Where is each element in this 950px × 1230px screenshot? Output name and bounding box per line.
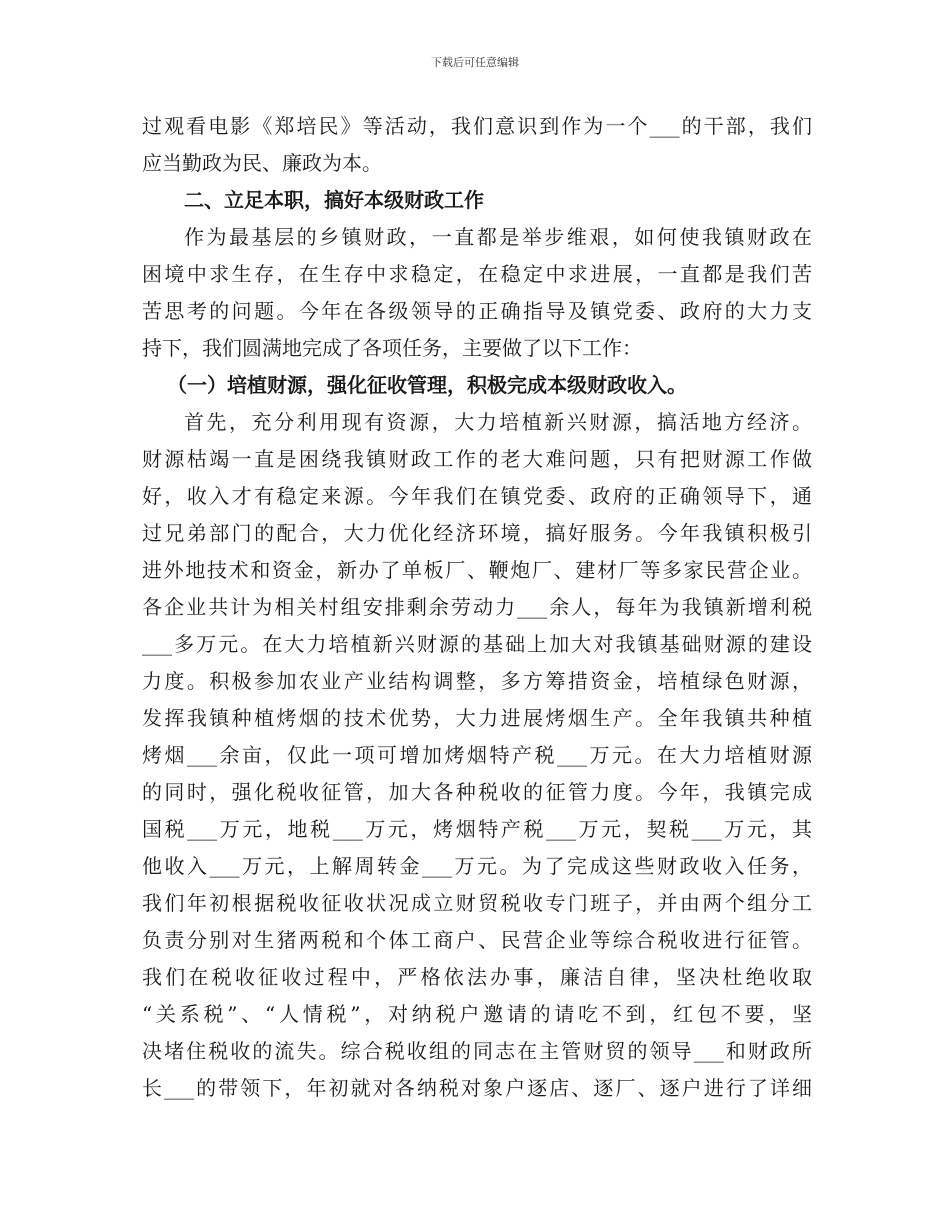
text-line: 首先，充分利用现有资源，大力培植新兴财源，搞活地方经济。 (184, 410, 812, 434)
page-header: 下载后可任意编辑 (431, 56, 519, 69)
text-line: “关系税”、“人情税”，对纳税户邀请的请吃不到，红包不要，坚 (142, 1002, 812, 1026)
text-line: 决堵住税收的流失。综合税收组的同志在主管财贸的领导___和财政所 (142, 1039, 812, 1063)
text-line: 作为最基层的乡镇财政，一直都是举步维艰，如何使我镇财政在 (184, 225, 812, 249)
text-line: 应当勤政为民、廉政为本。 (142, 151, 382, 175)
section-heading-line: 二、立足本职，搞好本级财政工作 (184, 188, 484, 212)
text-line: 过兄弟部门的配合，大力优化经济环境，搞好服务。今年我镇积极引 (142, 521, 812, 545)
text-line: 的同时，强化税收征管，加大各种税收的征管力度。今年，我镇完成 (142, 780, 812, 804)
text-line: 长___的带领下，年初就对各纳税对象户逐店、逐厂、逐户进行了详细 (142, 1076, 812, 1100)
body-text (142, 108, 812, 1107)
text-line: 力度。积极参加农业产业结构调整，多方筹措资金，培植绿色财源， (142, 669, 812, 693)
text-line: 他收入___万元，上解周转金___万元。为了完成这些财政收入任务， (142, 854, 812, 878)
text-line: 困境中求生存，在生存中求稳定，在稳定中求进展，一直都是我们苦 (142, 262, 812, 286)
text-line: 持下，我们圆满地完成了各项任务，主要做了以下工作： (142, 336, 642, 360)
section-heading-line: （一）培植财源，强化征收管理，积极完成本级财政收入。 (167, 373, 687, 397)
text-line: 过观看电影《郑培民》等活动，我们意识到作为一个___的干部，我们 (142, 114, 812, 138)
text-line: 发挥我镇种植烤烟的技术优势，大力进展烤烟生产。全年我镇共种植 (142, 706, 812, 730)
text-line: 好，收入才有稳定来源。今年我们在镇党委、政府的正确领导下，通 (142, 484, 812, 508)
text-line: 我们年初根据税收征收状况成立财贸税收专门班子，并由两个组分工 (142, 891, 812, 915)
text-line: 苦思考的问题。今年在各级领导的正确指导及镇党委、政府的大力支 (142, 299, 812, 323)
text-line: 我们在税收征收过程中，严格依法办事，廉洁自律，坚决杜绝收取 (142, 965, 812, 989)
text-line: 烤烟___余亩，仅此一项可增加烤烟特产税___万元。在大力培植财源 (142, 743, 812, 767)
text-line: 国税___万元，地税___万元，烤烟特产税___万元，契税___万元，其 (142, 817, 812, 841)
text-line: 各企业共计为相关村组安排剩余劳动力___余人，每年为我镇新增利税 (142, 595, 812, 619)
text-line: ___多万元。在大力培植新兴财源的基础上加大对我镇基础财源的建设 (142, 632, 812, 656)
text-line: 财源枯竭一直是困绕我镇财政工作的老大难问题，只有把财源工作做 (142, 447, 812, 471)
text-line: 负责分别对生猪两税和个体工商户、民营企业等综合税收进行征管。 (142, 928, 812, 952)
text-line: 进外地技术和资金，新办了单板厂、鞭炮厂、建材厂等多家民营企业。 (142, 558, 812, 582)
